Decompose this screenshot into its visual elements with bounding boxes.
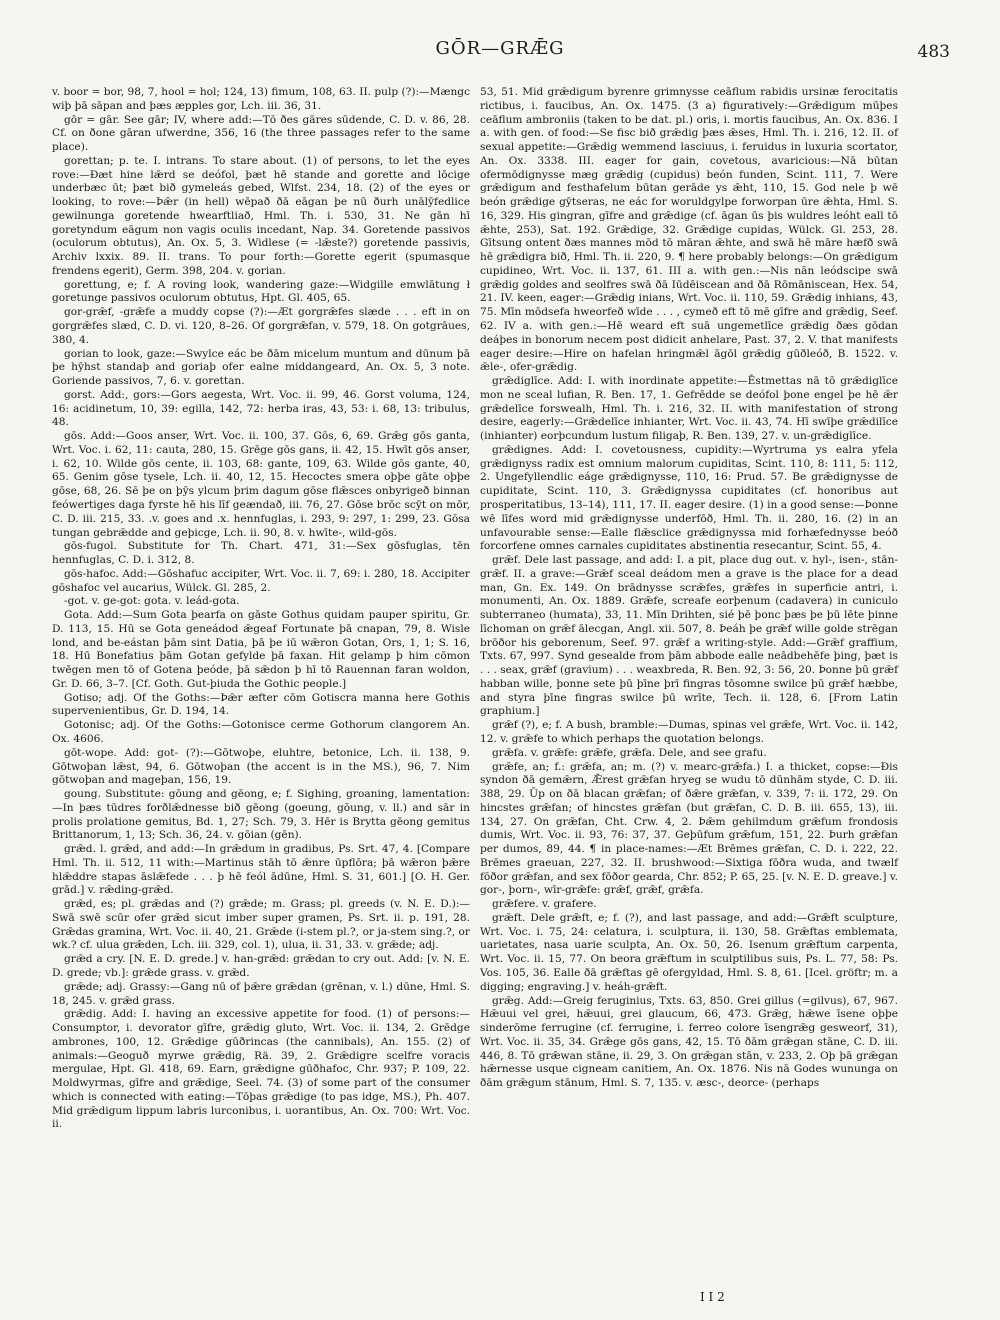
dictionary-entry: goung. Substitute: gōung and gēong, e; f. Sighing, groaning, lamentation:—In þæs tūdres forðlǣdnesse bið gēong (goeung, gōung, v. ll.) and sār in prolis prolatione gemitus, Bd. 1, 27; Sch. 79, 3. Hēr is Brytta gēong gemitus Brittanorum, 1, 13; Sch. 36, 24. v. gōian (gēn). xyxy=(52,788,470,842)
dictionary-entry: gōr = gār. See gār; IV, where add:—Tō ðes gāres sūdende, C. D. v. 86, 28. Cf. on ðone gāran ufwerdne, 356, 16 (the three passages refer to the same place). xyxy=(52,113,470,154)
dictionary-entry: grǣdiglīce. Add: I. with inordinate appetite:—Ēstmettas nā tō grǣdiglīce mon ne sceal lufian, R. Ben. 17, 1. Gefrēdde se deófol þone engel þe hē ǣr grǣdelīce forswealh, Hml. Th. i. 216, 32. II. with manifestation of strong desire, eagerly:—Grǣdelīce inhianter, Wrt. Voc. ii. 43, 74. Hī swīþe grǣdilīce (inhianter) eorþcundum lustum filigaþ, R. Ben. 139, 27. v. un-grǣdiglīce. xyxy=(480,375,898,443)
signature-mark: I I 2 xyxy=(700,1290,725,1304)
dictionary-entry: gorettan; p. te. I. intrans. To stare about. (1) of persons, to let the eyes rove:—Ðæt hine lǣrd se deófol, þæt hē stande and gorette and lōcige underbæc ūt; þæt bið gymeleás gebed, Wlfst. 234, 18. (2) of the eyes or looking, to rove:—Þǣr (in hell) wēpað ðā eāgan þe nū ðurh unālȳfedlice gewilnunga goretende hwearftliað, Hml. Th. i. 530, 31. Ne gān hī goretyndum eāgum non vagis oculis incedant, Nap. 34. Goretende passivos (oculorum obtutus), An. Ox. 5, 3. Widlese (= -lǣste?) goretende passivis, Archiv lxxix. 89. II. trans. To pour forth:—Gorette egerit (spumasque frendens egerit), Germ. 398, 204. v. gorian. xyxy=(52,154,470,277)
dictionary-entry: gōt-wope. Add: got- (?):—Gōtwoþe, eluhtre, betonice, Lch. ii. 138, 9. Gōtwoþan lǣst, 94, 6. Gōtwoþan (the accent is in the MS.), 96, 7. Nim gōtwoþan and mageþan, 156, 19. xyxy=(52,746,470,787)
dictionary-entry: grǣfe, an; f.: grǣfa, an; m. (?) v. mearc-grǣfa.) I. a thicket, copse:—Ðis syndon ðā gemǣrn, Ǣrest grǣfan hryeg se wudu tō dūnhām styde, C. D. iii. 388, 29. Ūp on ðā blacan grǣfan; of ðǣre grǣfan, v. 339, 7: ii. 172, 29. On hincstes grǣfan; of hincstes grǣfan (but grǣfan, C. D. B. iii. 655, 13), iii. 134, 27. On grǣfan, Cht. Crw. 4, 2. Þǣm gehilmdum grǣfum frondosis dumis, Wrt. Voc. ii. 93, 76: 37, 37. Geþūfum grǣfum, 151, 22. Þurh grǣfan per dumos, 89, 44. ¶ in place-names:—Æt Brēmes grǣfan, C. D. i. 222, 22. Brēmes graeuan, 227, 32. II. brushwood:—Sixtiga fōðra wuda, and twælf fōðor grǣfan, and sex fōðor gearda, Chr. 852; P. 65, 25. [v. N. E. D. greave.] v. gor-, þorn-, wīr-grǣfe: grǣf, grǣf, grǣfa. xyxy=(480,760,898,897)
dictionary-entry: grǣdig. Add: I. having an excessive appetite for food. (1) of persons:—Consumptor, i. devorator gīfre, grǣdig gluto, Wrt. Voc. ii. 134, 2. Grēdge ambrones, 100, 12. Grǣdige gūðrincas (the cannibals), An. 155. (2) of animals:—Geoguð myrwe grǣdig, Rä. 39, 2. Grǣdigre scelfre voracis mergulae, Hpt. Gl. 418, 69. Earn, grǣdigne gūðhafoc, Chr. 937; P. 109, 22. Moldwyrmas, gīfre and grǣdige, Seel. 74. (3) of some part of the consumer which is connected with eating:—Tōþas grǣdige (to pas idge, MS.), Ph. 407. Mid grǣdigum lippum labris lurconibus, i. uorantibus, An. Ox. 700: Wrt. Voc. ii. xyxy=(52,1008,470,1131)
dictionary-entry: v. boor = bor, 98, 7, hool = hol; 124, 13) fimum, 108, 63. II. pulp (?):—Mængc wiþ þā sāpan and þæs æpples gor, Lch. iii. 36, 31. xyxy=(52,86,470,112)
dictionary-entry: gorettung, e; f. A roving look, wandering gaze:—Widgille emwlātung ł goretunge passivos oculorum obtutus, Hpt. Gl. 405, 65. xyxy=(52,278,470,305)
left-column xyxy=(52,86,470,1132)
dictionary-entry: grǣf (?), e; f. A bush, bramble:—Dumas, spinas vel grǣfe, Wrt. Voc. ii. 142, 12. v. grǣfe to which perhaps the quotation belongs. xyxy=(480,719,898,745)
dictionary-entry: Gotonisc; adj. Of the Goths:—Gotonisce cerme Gothorum clangorem An. Ox. 4606. xyxy=(52,719,470,745)
dictionary-entry: grǣfere. v. grafere. xyxy=(492,898,597,911)
dictionary-entry: grǣg. Add:—Greig feruginius, Txts. 63, 850. Grei gillus (=gilvus), 67, 967. Hǣuui vel grei, hǣuui, grei glaucum, 66, 473. Grǣg, hǣwe īsene oþþe sinderōme ferrugine (cf. ferrugine, i. ferreo colore īsengrǣg gesweorf, 31), Wrt. Voc. ii. 35, 34. Grǣge gōs gans, 42, 15. Tō ðām grǣgan stāne, C. D. iii. 446, 8. Tō grǣwan stāne, ii. 29, 3. On grǣgan stān, v. 233, 2. Oþ þā grǣgan hǣrnesse usque cigneam canitiem, An. Ox. 1876. Nis nā Godes wununga on ðām grǣgum stānum, Hml. S. 7, 135. v. æsc-, deorce- (perhaps xyxy=(480,994,898,1090)
dictionary-entry: Gotiso; adj. Of the Goths:—Þǣr æfter cōm Gotiscra manna here Gothis supervenientibus, Gr. D. 194, 14. xyxy=(52,691,470,718)
dictionary-entry: grǣfa. v. grǣfe: grǣfe, grǣfa. Dele, and see grafu. xyxy=(492,746,767,759)
dictionary-entry: gōs. Add:—Goos anser, Wrt. Voc. ii. 100, 37. Gōs, 6, 69. Grǣg gōs ganta, Wrt. Voc. i. 62, 11: cauta, 280, 15. Grēge gōs gans, ii. 42, 15. Hwīt gōs anser, i. 62, 10. Wilde gōs cente, ii. 103, 68: gante, 109, 63. Wilde gōs gante, 40, 65. Genim gōse tysele, Lch. ii. 40, 12, 15. Hecoctes smera oþþe gāte oþþe gōse, 68, 26. Sē þe on þȳs ylcum þrim dagum gōse flǣsces onbyrigeð binnan feówertiges daga fyrste hē his līf geændað, iii. 76, 27. Gōse brōc scȳt on mōr, C. D. iii. 215, 33. .v. goes and .x. hennfuglas, i. 293, 9: 297, 1: 299, 23. Gōsa tungan gebrǣdde and geþicge, Lch. ii. 90, 8. v. hwīte-, wild-gōs. xyxy=(52,430,470,539)
dictionary-entry: 53, 51. Mid grǣdigum byrenre grimnysse ceāflum rabidis ursinæ ferocitatis rictibus, i. faucibus, An. Ox. 1475. (3 a) figuratively:—Grǣdigum mūþes ceāflum ambroniis (taken to be dat. pl.) oris, i. mortis faucibus, An. Ox. 836. I a. with gen. of food:—Se fisc bið grǣdig þæs ǣses, Hml. Th. i. 216, 12. II. of sexual appetite:—Grǣdig wemmend lasciuus, i. feruidus in luxuria scortator, An. Ox. 3338. III. eager for gain, covetous, avaricious:—Nā būtan ofermōdignysse mæg grǣdig (cupidus) beón funden, Scint. 111, 7. Were grǣdigum and festhafelum būtan gerāde ys ǣht, 110, 15. God nele þ wē beón grǣdige gȳtseras, ne eác for woruldgylpe forworpan ūre ǣhta, Hml. S. 16, 329. His gingran, gīfre and grǣdige (cf. āgan ūs þis wuldres leóht eall tō ǣhte, 253), Sat. 192. Grǣdige, 32. Grǣdige cupidas, Wülck. Gl. 253, 28. Gītsung ontent ðæs mannes mōd tō māran ǣhte, and swā hē māre hæfð swā hē grǣdigra bið, Hml. Th. ii. 220, 9. ¶ here probably belongs:—On grǣdigum cupidineo, Wrt. Voc. ii. 137, 61. III a. with gen.:—Nis nān leódscipe swā grǣdig goldes and seolfres swā ðā Iūdēiscean and ðā Rōmāniscean, Hex. 54, 21. IV. keen, eager:—Grǣdig inians, Wrt. Voc. ii. 110, 59. Grǣdig inhians, 43, 75. Mīn mōdsefa hweorfeð wīde . . . , cymeð eft tō mē gīfre and grǣdig, Seef. 62. IV a. with gen.:—Hē weard eft suā ungemetlīce grǣdig ðæs gōdan deáþes in bonorum necem post didicit anhelare, Past. 37, 2. V. that manifests eager desire:—Hire on hafelan hringmǣl āgōl grǣdig gūðleóð, B. 1522. v. ǣle-, ofer-grǣdig. xyxy=(480,86,898,374)
dictionary-entry: gōs-hafoc. Add:—Gōshafuc accipiter, Wrt. Voc. ii. 7, 69: i. 280, 18. Accipiter gōshafoc vel aucarius, Wülck. Gl. 285, 2. xyxy=(52,567,470,594)
dictionary-entry: Gota. Add:—Sum Gota þearfa on gāste Gothus quidam pauper spiritu, Gr. D. 113, 15. Hū se Gota geneádod ǣgeaf Fortunate þā cnapan, 79, 8. Wisle lond, and be-eástan þām sint Datia, þā þe iū wǣron Gotan, Ors, 1, 1; S. 16, 18. Hū Bonefatius þām Gotan gefylde þā faxan. Hit gelamp þ him cōmon twēgen men tō of Gotena þeóde, þā sǣdon þ hī tō Rauennan faran woldon, Gr. D. 66, 3–7. [Cf. Goth. Gut-þiuda the Gothic people.] xyxy=(52,609,470,690)
dictionary-entry: gor-grǣf, -grǣfe a muddy copse (?):—Æt gorgrǣfes slæde . . . eft in on gorgrǣfes slæd, C. D. vi. 120, 8–26. Of gorgrǣfan, v. 579, 18. On gotgrāues, 380, 4. xyxy=(52,306,470,346)
dictionary-entry: grǣde; adj. Grassy:—Gang nū of þǣre grǣdan (grēnan, v. l.) dūne, Hml. S. 18, 245. v. grǣd grass. xyxy=(52,980,470,1007)
running-head: GŌR—GRǢG xyxy=(435,38,565,59)
dictionary-entry: grǣd a cry. [N. E. D. grede.] v. han-grǣd: grǣdan to cry out. Add: [v. N. E. D. grede; vb.]: grǣde grass. v. grǣd. xyxy=(52,953,470,979)
right-column xyxy=(480,86,898,1091)
dictionary-entry: grǣft. Dele grǣft, e; f. (?), and last passage, and add:—Grǣft sculpture, Wrt. Voc. i. 75, 24: celatura, i. sculptura, ii. 130, 58. Grǣftas emblemata, uarietates, nasa uarie sculpta, An. Ox. 50, 26. Isenum grǣftum carpenta, Wrt. Voc. ii. 15, 77. On beora grǣftum in sculptilibus suis, Ps. L. 77, 58: Ps. Vos. 105, 36. Ealle ðā grǣftas gē ofergyldad, Hml. S. 8, 61. [Icel. gröftr; m. a digging; engraving.] v. heáh-grǣft. xyxy=(480,911,898,993)
dictionary-entry: grǣd, es; pl. grǣdas and (?) grǣde; m. Grass; pl. greeds (v. N. E. D.):—Swā swē scūr ofer grǣd sicut imber super gramen, Ps. Srt. ii. p. 191, 28. Grǣdas gramina, Wrt. Voc. ii. 40, 21. Grǣde (i-stem pl.?, or ja-stem sing.?, or wk.? cf. ulua grǣden, Lch. iii. 329, col. 1), ulua, ii. 31, 33. v. grǣde; adj. xyxy=(52,898,470,952)
dictionary-entry: gorst. Add:, gors:—Gors aegesta, Wrt. Voc. ii. 99, 46. Gorst voluma, 124, 16: acidinetum, 10, 39: egilla, 142, 72: herba iras, 43, 53: i. 68, 13: tribulus, 48. xyxy=(52,388,470,429)
dictionary-entry: -got. v. ge-got: gota. v. leád-gota. xyxy=(64,595,240,608)
page-number: 483 xyxy=(917,42,950,62)
page-header xyxy=(50,30,950,72)
dictionary-entry: grǣf. Dele last passage, and add: I. a pit, place dug out. v. hyl-, isen-, stān-grǣf. II. a grave:—Grǣf sceal deádom men a grave is the place for a dead man, Gn. Ex. 149. On brādnysse scrǣfes, grǣfes in superficie antri, i. monumenti, An. Ox. 1889. Grǣfe, screafe eorþenum (cadavera) in cuniculo subterraneo (humata), 33, 11. Mīn Drihten, sié þē þonc þæs þe þū lēte þinne līchoman on grǣf ālecgan, Angl. xii. 507, 8. Þeáh þe grǣf wille golde strēgan brōðor his geborenum, Seef. 97. grǣf a writing-style. Add:—Grǣf graffium, Txts. 67, 997. Synd gesealde from þām abbode ealle neādbehēfe þing, þæt is . . . seax, grǣf (gravium) . . . weaxbreda, R. Ben. 92, 3: 56, 20. Þonne þū grǣf habban wille, þonne sete þū þīne þrī fingras tōsomne swilce þū grǣf hæbbe, and styra þīne fingras swilce þū wrīte, Tech. ii. 128, 6. [From Latin graphium.] xyxy=(480,554,899,718)
dictionary-entry: grǣdignes. Add: I. covetousness, cupidity:—Wyrtruma ys ealra yfela grǣdignyss radix est omnium malorum cupiditas, Scint. 110, 8: 111, 5: 112, 2. Ungefyllendlic eáge grǣdignysse, 110, 16: Prud. 57. Be grǣdignysse de cupiditate, Scint. 110, 3. Grǣdignyssa cupiditates (cf. honoribus aut prosperitatibus, 13–14), 111, 17. II. eager desire. (1) in a good sense:—Þonne wē līfes word mid grǣdignysse underfōð, Hml. Th. ii. 280, 16. (2) in an unfavourable sense:—Ealle flǣsclice grǣdignyssa mid forhæfednysse beóð forcorfene omnes carnales cupiditates abstinentia resecantur, Scint. 55, 4. xyxy=(480,443,898,553)
dictionary-entry: gorian to look, gaze:—Swylce eác be ðām micelum muntum and dūnum þā þe hȳhst standaþ and goriaþ ofer ealne middangeard, An. Ox. 5, 3 note. Goriende passivos, 7, 6. v. gorettan. xyxy=(52,347,470,388)
dictionary-entry: grǣd. l. grǣd, and add:—In grǣdum in gradibus, Ps. Srt. 47, 4. [Compare Hml. Th. ii. 512, 11 with:—Martinus stāh tō ǣnre ūpflōra; þā wǣron þǣre hlǣddre stapas āslǣfede . . . þ hē feól ādūne, Hml. S. 31, 601.] [O. H. Ger. grād.] v. rǣding-grǣd. xyxy=(52,843,470,897)
dictionary-entry: gōs-fugol. Substitute for Th. Chart. 471, 31:—Sex gōsfuglas, tēn hennfuglas, C. D. i. 312, 8. xyxy=(52,540,470,567)
